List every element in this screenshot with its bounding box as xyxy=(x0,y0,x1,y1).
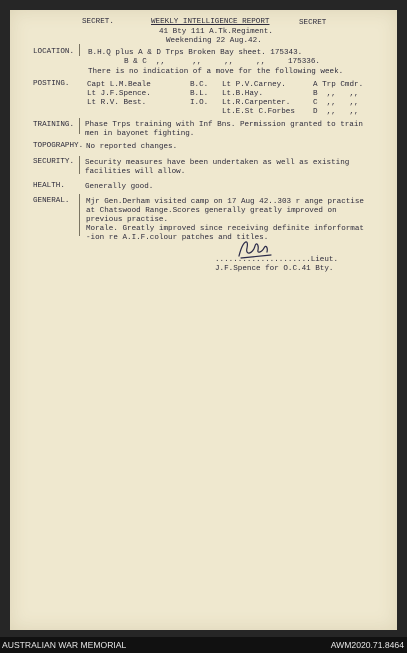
security-line-1: Security measures have been undertaken as well as existing xyxy=(85,159,350,167)
location-line-2: B & C ,, ,, ,, ,, 175336. xyxy=(124,58,320,66)
general-line-3: previous practise. xyxy=(86,216,169,224)
secret-marking-left: SECRET. xyxy=(82,18,114,26)
officer-role: D ,, ,, xyxy=(313,108,359,116)
general-label: GENERAL. xyxy=(33,197,70,205)
archive-name: AUSTRALIAN WAR MEMORIAL xyxy=(2,640,127,650)
officer-name: Lt R.V. Best. xyxy=(87,99,147,107)
location-line-1: B.H.Q plus A & D Trps Broken Bay sheet. 175343. xyxy=(88,49,303,57)
health-text: Generally good. xyxy=(85,183,154,191)
officer-role: A Trp Cmdr. xyxy=(313,81,364,89)
general-line-4: Morale. Greatly improved since receiving definite inforformat xyxy=(86,225,364,233)
training-line-2: men in bayonet fighting. xyxy=(85,130,195,138)
officer-name: Lt.R.Carpenter. xyxy=(222,99,291,107)
topography-label: TOPOGRAPHY. xyxy=(33,142,84,150)
general-line-1: Mjr Gen.Derham visited camp on 17 Aug 42..303 r ange practise xyxy=(86,198,364,206)
location-line-3: There is no indication of a move for the following week. xyxy=(88,68,344,76)
topography-text: No reported changes. xyxy=(86,143,178,151)
signature-line: .....................Lieut. xyxy=(215,256,339,264)
officer-name: Lt.B.Hay. xyxy=(222,90,264,98)
training-line-1: Phase Trps training with Inf Bns. Permission granted to train xyxy=(85,121,363,129)
general-line-5: -ion re A.I.F.colour patches and titles. xyxy=(86,234,269,242)
general-line-2: at Chatswood Range.Scores generally greatly improved on xyxy=(86,207,337,215)
secret-marking-right: SECRET xyxy=(299,19,327,27)
security-line-2: facilities will allow. xyxy=(85,168,186,176)
signatory: J.F.Spence for O.C.41 Bty. xyxy=(215,265,334,273)
security-label: SECURITY. xyxy=(33,158,75,166)
location-label: LOCATION. xyxy=(33,48,75,56)
officer-role: C ,, ,, xyxy=(313,99,359,107)
officer-name: Capt L.M.Beale xyxy=(87,81,151,89)
margin-rule-general xyxy=(79,194,80,236)
report-title: WEEKLY INTELLIGENCE REPORT xyxy=(151,18,270,26)
officer-role: B.L. xyxy=(190,90,209,98)
officer-name: Lt.E.St C.Forbes xyxy=(222,108,295,116)
report-period: Weekending 22 Aug.42. xyxy=(166,37,262,45)
officer-role: I.O. xyxy=(190,99,209,107)
posting-label: POSTING. xyxy=(33,80,70,88)
officer-role: B.C. xyxy=(190,81,209,89)
margin-rule-training xyxy=(79,118,80,134)
officer-name: Lt P.V.Carney. xyxy=(222,81,286,89)
margin-rule-location xyxy=(79,44,80,56)
archive-reference: AWM2020.71.8464 xyxy=(330,640,404,650)
officer-name: Lt J.F.Spence. xyxy=(87,90,151,98)
training-label: TRAINING. xyxy=(33,121,75,129)
health-label: HEALTH. xyxy=(33,182,65,190)
officer-role: B ,, ,, xyxy=(313,90,359,98)
archive-footer xyxy=(0,637,407,653)
margin-rule-security xyxy=(79,156,80,174)
unit-name: 41 Bty 111 A.Tk.Regiment. xyxy=(159,28,273,36)
